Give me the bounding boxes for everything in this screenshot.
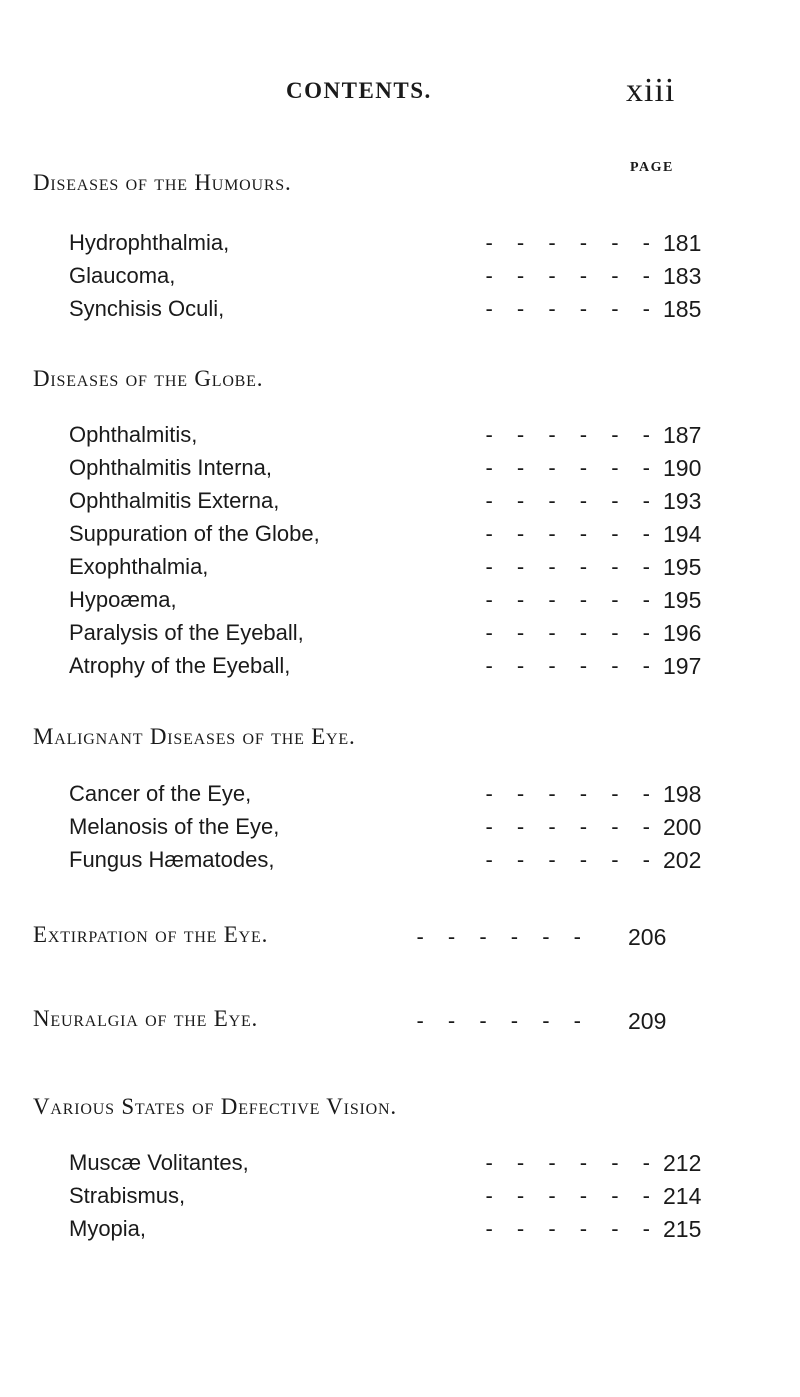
entry-label: Glaucoma, (69, 263, 176, 288)
dot-leader: - - - - - - (485, 653, 659, 678)
toc-entry (69, 814, 709, 846)
toc-heading-entry (0, 922, 800, 956)
toc-entry (69, 422, 709, 454)
section-heading: Extirpation of the Eye. (33, 922, 269, 947)
entry-page: 206 (628, 924, 667, 950)
toc-entry (69, 847, 709, 879)
toc-entry (69, 521, 709, 553)
section-heading: Malignant Diseases of the Eye. (33, 724, 356, 749)
entry-label: Ophthalmitis Interna, (69, 455, 272, 480)
toc-entry (69, 1183, 709, 1215)
entry-label: Ophthalmitis, (69, 422, 198, 447)
entry-page: 214 (663, 1183, 702, 1209)
entry-label: Ophthalmitis Externa, (69, 488, 280, 513)
dot-leader: - - - - - - (485, 230, 659, 255)
entry-page: 190 (663, 455, 702, 481)
dot-leader: - - - - - - (485, 781, 659, 806)
dot-leader: - - - - - - (485, 263, 659, 288)
dot-leader: - - - - - - (485, 422, 659, 447)
entry-label: Melanosis of the Eye, (69, 814, 280, 839)
dot-leader: - - - - - - (485, 1183, 659, 1208)
entry-page: 183 (663, 263, 702, 289)
entry-page: 195 (663, 587, 702, 613)
dot-leader: - - - - - - (485, 296, 659, 321)
entry-page: 181 (663, 230, 702, 256)
toc-entry (69, 296, 709, 328)
dot-leader: - - - - - - (485, 587, 659, 612)
entry-label: Paralysis of the Eyeball, (69, 620, 304, 645)
dot-leader: - - - - - - (485, 455, 659, 480)
toc-entry (69, 263, 709, 295)
toc-entry (69, 1150, 709, 1182)
toc-entry (69, 587, 709, 619)
dot-leader: - - - - - - (485, 521, 659, 546)
entry-page: 194 (663, 521, 702, 547)
toc-heading-entry (0, 1006, 800, 1040)
entry-page: 185 (663, 296, 702, 322)
entry-page: 197 (663, 653, 702, 679)
toc-entry (69, 230, 709, 262)
toc-entry (69, 455, 709, 487)
entry-label: Cancer of the Eye, (69, 781, 252, 806)
toc-entry (69, 781, 709, 813)
section-heading: Diseases of the Humours. (33, 170, 292, 195)
entry-page: 212 (663, 1150, 702, 1176)
entry-page: 187 (663, 422, 702, 448)
page-column-label: PAGE (630, 160, 674, 175)
running-head (0, 72, 800, 118)
dot-leader: - - - - - - (485, 554, 659, 579)
section-heading: Diseases of the Globe. (33, 366, 264, 391)
entry-label: Fungus Hæmatodes, (69, 847, 275, 872)
entry-page: 198 (663, 781, 702, 807)
entry-page: 195 (663, 554, 702, 580)
entry-label: Myopia, (69, 1216, 147, 1241)
dot-leader: - - - - - - (416, 924, 590, 949)
entry-label: Hydrophthalmia, (69, 230, 230, 255)
toc-entry (69, 488, 709, 520)
dot-leader: - - - - - - (485, 620, 659, 645)
toc-entry (69, 620, 709, 652)
dot-leader: - - - - - - (485, 1150, 659, 1175)
entry-page: 193 (663, 488, 702, 514)
dot-leader: - - - - - - (485, 814, 659, 839)
page-number: xiii (626, 72, 676, 109)
running-head-title: CONTENTS. (286, 78, 432, 103)
dot-leader: - - - - - - (485, 488, 659, 513)
entry-label: Exophthalmia, (69, 554, 209, 579)
toc-entry (69, 653, 709, 685)
entry-label: Suppuration of the Globe, (69, 521, 320, 546)
entry-page: 196 (663, 620, 702, 646)
dot-leader: - - - - - - (416, 1008, 590, 1033)
toc-entry (69, 1216, 709, 1248)
entry-page: 215 (663, 1216, 702, 1242)
entry-page: 202 (663, 847, 702, 873)
entry-label: Synchisis Oculi, (69, 296, 225, 321)
entry-page: 209 (628, 1008, 667, 1034)
entry-page: 200 (663, 814, 702, 840)
entry-label: Hypoæma, (69, 587, 177, 612)
dot-leader: - - - - - - (485, 847, 659, 872)
entry-label: Strabismus, (69, 1183, 186, 1208)
dot-leader: - - - - - - (485, 1216, 659, 1241)
toc-entry (69, 554, 709, 586)
section-heading: Various States of Defective Vision. (33, 1094, 397, 1119)
section-heading: Neuralgia of the Eye. (33, 1006, 259, 1031)
entry-label: Muscæ Volitantes, (69, 1150, 249, 1175)
entry-label: Atrophy of the Eyeball, (69, 653, 291, 678)
